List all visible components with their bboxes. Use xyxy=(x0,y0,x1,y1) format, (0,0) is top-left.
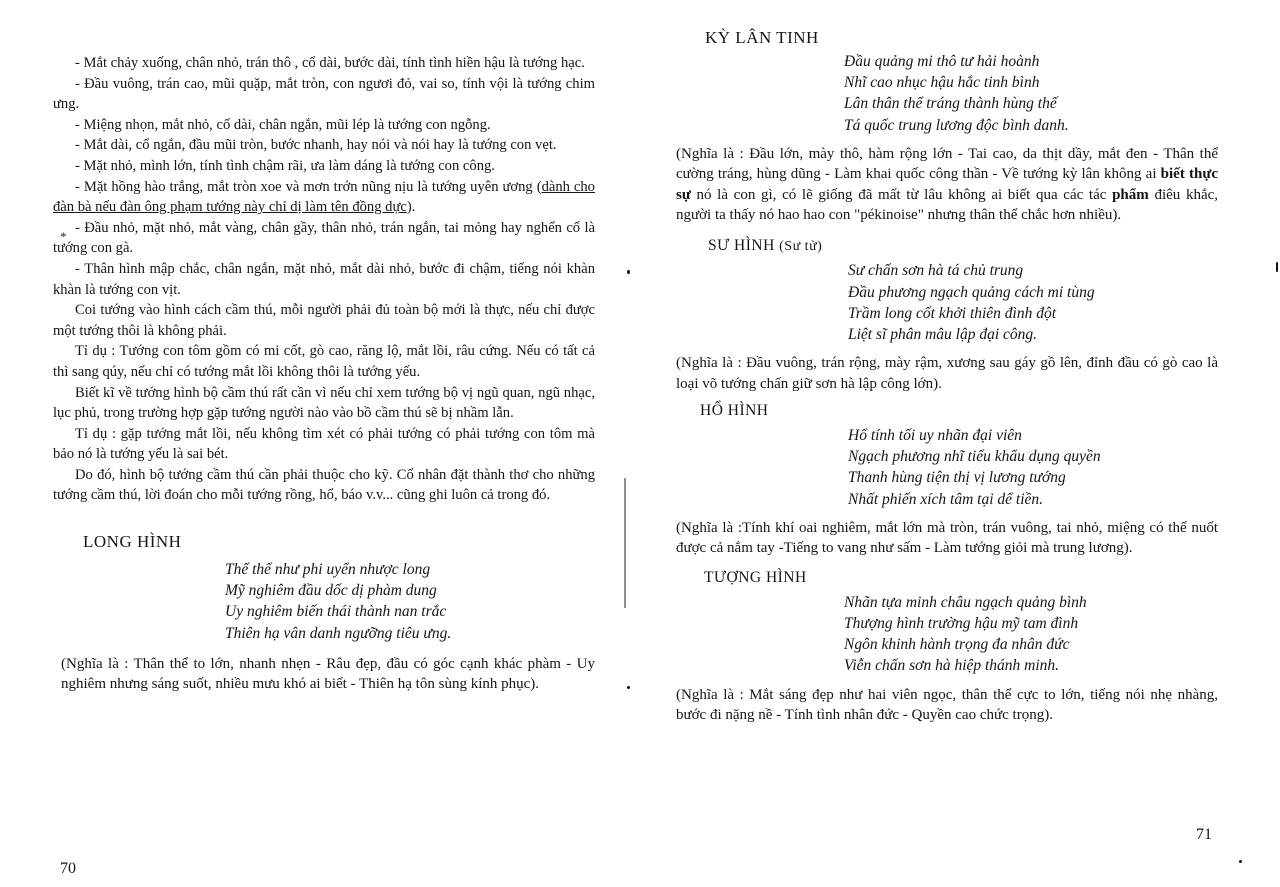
paragraph-end: ). xyxy=(406,199,416,216)
poem-su-hinh xyxy=(848,260,1218,345)
section-title-long-hinh: LONG HÌNH xyxy=(83,532,182,552)
poem-line: Uy nghiêm biến thái thành nan trắc xyxy=(225,603,447,621)
poem-line: Lân thân thể tráng thành hùng thế xyxy=(844,95,1057,113)
right-text-column xyxy=(676,28,1218,725)
scan-speck xyxy=(627,686,630,689)
poem-line: Thanh hùng tiện thị vị lương tướng xyxy=(848,469,1066,487)
page-number-right: 71 xyxy=(1196,826,1212,843)
section-title-suffix: (Sư tử) xyxy=(779,239,823,255)
poem-line: Nhất phiến xích tâm tại dể tiền. xyxy=(848,490,1044,508)
meaning-su-hinh: (Nghĩa là : Đầu vuông, trán rộng, mày rậm, xương sau gáy gồ lên, đỉnh đầu có gò cao là loại võ tướng chấn giữ sơn hà lập công lớn). xyxy=(676,355,1218,392)
section-title-ho-hinh: HỔ HÌNH xyxy=(700,402,769,420)
paragraph: - Mắt dài, cổ ngắn, đầu mũi tròn, bước nhanh, hay nói và nói hay là tướng con vẹt. xyxy=(75,137,557,154)
paragraph-text: - Mặt hồng hào trắng, mắt tròn xoe và mơn trớn nũng nịu là tướng uyên ương ( xyxy=(75,178,542,195)
poem-line: Viễn chấn sơn hà hiệp thánh minh. xyxy=(844,657,1060,675)
poem-line: Ngạch phương nhĩ tiểu khẩu dụng quyền xyxy=(848,448,1101,466)
poem-line: Thiên hạ vân danh ngưỡng tiêu ưng. xyxy=(225,624,452,642)
poem-line: Tá quốc trung lương độc bình danh. xyxy=(844,116,1069,134)
scan-speck xyxy=(1276,262,1278,272)
paragraph-uyen-uong xyxy=(53,177,595,218)
margin-mark: * xyxy=(60,229,67,244)
meaning-text: (Nghĩa là : Đầu lớn, mày thô, hàm rộng lớn - Tai cao, da thịt dầy, mắt đen - Thân thể cường tráng, hùng dũng - Làm khai quốc công thần - Về tướng kỳ lân không ai xyxy=(676,145,1218,183)
meaning-text: điêu khắc, người ta thấy nó hao hao con "pékinoise" nhưng thân thể chắc hơn nhiều). xyxy=(676,186,1219,224)
poem-line: Nhãn tựa minh châu ngạch quảng bình xyxy=(844,593,1087,611)
section-title-su-hinh xyxy=(708,237,1218,255)
section-title: SƯ HÌNH xyxy=(708,237,775,255)
right-page xyxy=(640,0,1280,887)
poem-line: Sư chấn sơn hà tá chủ trung xyxy=(848,262,1024,280)
poem-line: Nhĩ cao nhục hậu hắc tinh bình xyxy=(844,74,1040,92)
poem-ky-lan-tinh xyxy=(844,51,1218,136)
poem-line: Thượng hình trường hậu mỹ tam đình xyxy=(844,614,1079,632)
paragraph: Biết kĩ về tướng hình bộ cầm thú rất cần vì nếu chỉ xem tướng bộ vị ngũ quan, ngũ nhạc, lục phủ, trong trường hợp gặp tướng người nào vào bồ cầm thú sẽ bị nhầm lẫn. xyxy=(53,384,595,422)
poem-long-hinh xyxy=(225,559,595,644)
poem-line: Mỹ nghiêm đầu dốc dị phàm dung xyxy=(225,582,437,600)
section-title-tuong-hinh: TƯỢNG HÌNH xyxy=(704,568,807,586)
left-text-column xyxy=(53,53,595,695)
meaning-tuong-hinh: (Nghĩa là : Mắt sáng đẹp như hai viên ngọc, thân thể cực to lớn, tiếng nói nhẹ nhàng, bước đi nặng nề - Tính tình nhân đức - Quyền cao chức trọng). xyxy=(676,686,1218,723)
meaning-text: nó là con gì, có lẽ giống đã mất từ lâu không ai biết qua các tác xyxy=(690,186,1113,203)
paragraph: - Thân hình mập chắc, chân ngắn, mặt nhỏ, mắt dài nhỏ, bước đi chậm, tiếng nói khàn khàn là tướng con vịt. xyxy=(53,260,595,298)
meaning-bold: phẩm xyxy=(1112,186,1149,203)
paragraph: Tỉ dụ : Tướng con tôm gồm có mi cốt, gò cao, răng lộ, mắt lồi, râu cứng. Nếu có tất cả thì sang qúy, nếu chỉ có tướng mắt lồi không thôi là tướng yếu. xyxy=(53,343,595,380)
poem-line: Hổ tính tối uy nhãn đại viên xyxy=(848,427,1022,445)
meaning-bold: biết thực sự xyxy=(676,166,1218,203)
paragraph: - Miệng nhọn, mắt nhỏ, cổ dài, chân ngắn, mũi lép là tướng con ngỗng. xyxy=(75,116,491,133)
poem-ho-hinh xyxy=(848,425,1218,510)
poem-line: Ngôn khinh hành trọng đa nhân đức xyxy=(844,636,1070,654)
poem-line: Đầu quảng mi thô tư hải hoành xyxy=(844,53,1040,70)
paragraph: Coi tướng vào hình cách cầm thú, mỗi người phải đủ toàn bộ mới là thực, nếu chỉ được một tướng thôi là không phải. xyxy=(53,302,595,339)
meaning-long-hinh: (Nghĩa là : Thân thể to lớn, nhanh nhẹn - Râu đẹp, đầu có góc cạnh khác phàm - Uy nghiêm nhưng sáng suốt, nhiều mưu khó ai biết - Thiên hạ tôn sùng kính phục). xyxy=(61,655,595,693)
page-number-left: 70 xyxy=(60,860,76,877)
paragraph: Do đó, hình bộ tướng cầm thú cần phải thuộc cho kỹ. Cổ nhân đặt thành thơ cho những tướng cầm thú, lời đoán cho mỗi tướng rồng, hổ, báo v.v... cũng ghi luôn cả trong đó. xyxy=(53,466,595,504)
gutter-line xyxy=(624,478,626,608)
poem-line: Thể thể như phi uyển nhược long xyxy=(225,561,431,579)
poem-line: Đầu phương ngạch quảng cách mi tùng xyxy=(848,283,1095,301)
scan-speck xyxy=(627,270,630,274)
paragraph: - Mặt nhỏ, mình lớn, tính tình chậm rãi, ưa làm dáng là tướng con công. xyxy=(75,157,495,174)
meaning-ky-lan-tinh xyxy=(676,144,1218,226)
poem-line: Trầm long cốt khởi thiên đình đột xyxy=(848,304,1057,322)
poem-tuong-hinh xyxy=(844,592,1218,677)
underlined-note: dành cho đàn bà nếu đàn ông phạm tướng này chỉ dị làm tên đồng dực xyxy=(53,178,595,216)
section-title-ky-lan-tinh: KỲ LÂN TINH xyxy=(705,28,819,47)
paragraph: - Đầu nhỏ, mặt nhỏ, mắt vàng, chân gầy, thân nhỏ, trán ngắn, tai mỏng hay nghển cổ là tướng con gà. xyxy=(53,219,595,257)
paragraph: - Mắt chảy xuống, chân nhỏ, trán thô , cổ dài, bước dài, tính tình hiền hậu là tướng hạc. xyxy=(75,55,585,71)
paragraph: Tỉ dụ : gặp tướng mắt lồi, nếu không tìm xét có phải tướng có phải tướng con tôm mà bảo nó là tướng yếu là sai bét. xyxy=(53,425,595,463)
paragraph: - Đầu vuông, trán cao, mũi quặp, mắt tròn, con ngươi đỏ, vai so, tính vội là tướng chim ưng. xyxy=(53,75,595,113)
meaning-ho-hinh: (Nghĩa là :Tính khí oai nghiêm, mắt lớn mà tròn, trán vuông, tai nhỏ, miệng có thể nuốt được cả nắm tay -Tiếng to vang như sấm - Làm tướng giỏi mà trung lương). xyxy=(676,519,1218,557)
scan-speck xyxy=(1239,860,1242,863)
poem-line: Liệt sĩ phân mâu lập đại công. xyxy=(848,326,1038,344)
